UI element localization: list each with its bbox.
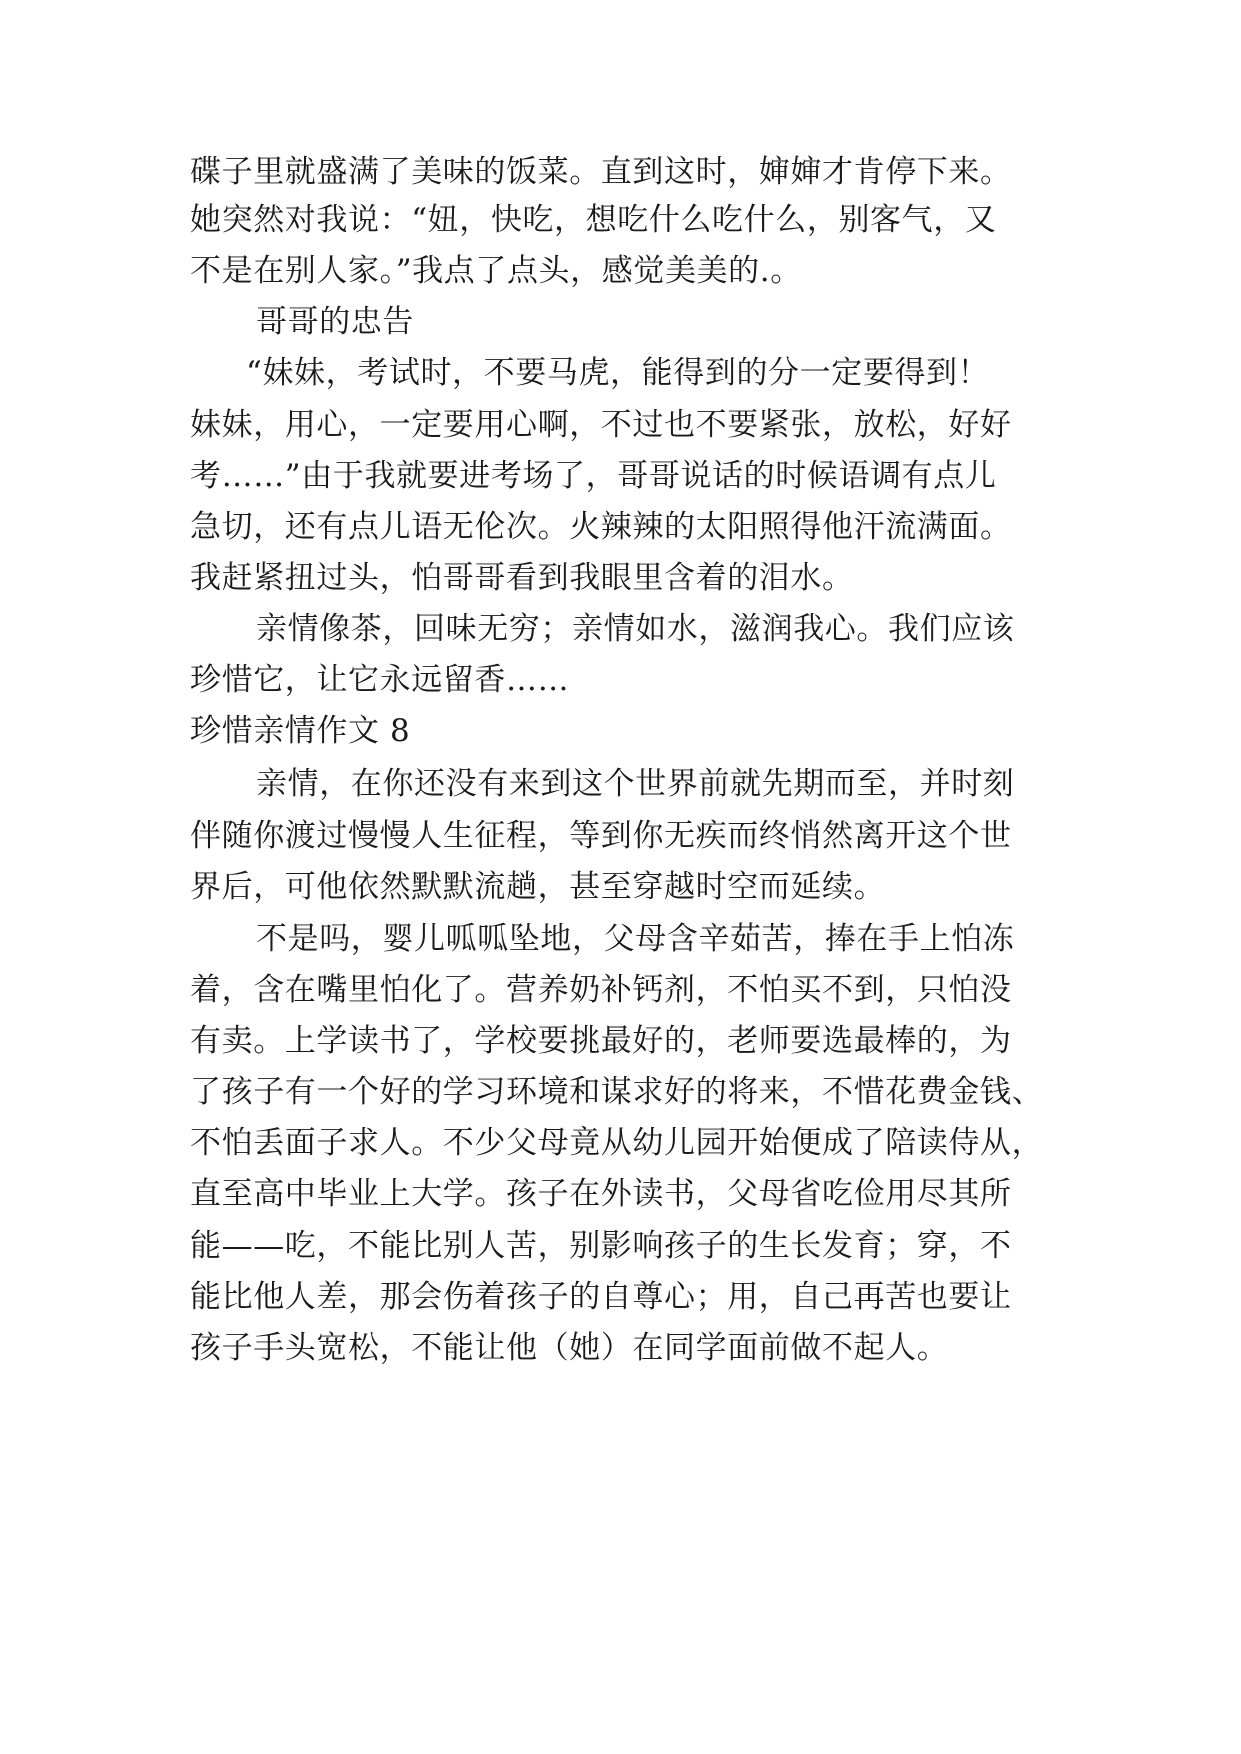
text-line: 能比他人差，那会伤着孩子的自尊心；用，自己再苦也要让 xyxy=(190,1279,1012,1315)
text-line: 珍惜它，让它永远留香…… xyxy=(190,662,570,698)
text-line: 亲情，在你还没有来到这个世界前就先期而至，并时刻 xyxy=(256,766,1015,802)
section-heading: 哥哥的忠告 xyxy=(256,304,414,340)
essay-title: 珍惜亲情作文 8 xyxy=(190,713,411,749)
text-line: 孩子手头宽松，不能让他（她）在同学面前做不起人。 xyxy=(190,1330,949,1366)
text-line: 急切，还有点儿语无伦次。火辣辣的太阳照得他汗流满面。 xyxy=(190,509,1012,545)
text-line: 伴随你渡过慢慢人生征程，等到你无疾而终悄然离开这个世 xyxy=(190,818,1012,854)
text-line: 界后，可他依然默默流趟，甚至穿越时空而延续。 xyxy=(190,869,886,905)
text-line: 亲情像茶，回味无穷；亲情如水，滋润我心。我们应该 xyxy=(256,611,1015,647)
text-line: 能——吃，不能比别人苦，别影响孩子的生长发育；穿，不 xyxy=(190,1228,1012,1264)
text-line: 着，含在嘴里怕化了。营养奶补钙剂，不怕买不到，只怕没 xyxy=(190,972,1012,1008)
text-line: 直至高中毕业上大学。孩子在外读书，父母省吃俭用尽其所 xyxy=(190,1176,1012,1212)
text-line: 她突然对我说：“妞，快吃，想吃什么吃什么，别客气，又 xyxy=(190,202,997,238)
text-line: 不是在别人家。”我点了点头，感觉美美的.。 xyxy=(190,253,802,289)
text-line: 碟子里就盛满了美味的饭菜。直到这时，婶婶才肯停下来。 xyxy=(190,154,1012,190)
text-line: “妹妹，考试时，不要马虎，能得到的分一定要得到！ xyxy=(246,355,990,391)
text-line: 不是吗，婴儿呱呱坠地，父母含辛茹苦，捧在手上怕冻 xyxy=(256,921,1015,957)
text-line: 了孩子有一个好的学习环境和谋求好的将来，不惜花费金钱、 xyxy=(190,1074,1044,1110)
text-line: 妹妹，用心，一定要用心啊，不过也不要紧张，放松，好好 xyxy=(190,407,1012,443)
text-line: 有卖。上学读书了，学校要挑最好的，老师要选最棒的，为 xyxy=(190,1023,1012,1059)
text-line: 我赶紧扭过头，怕哥哥看到我眼里含着的泪水。 xyxy=(190,560,854,596)
text-line: 考……”由于我就要进考场了，哥哥说话的时候语调有点儿 xyxy=(190,458,997,494)
text-line: 不怕丢面子求人。不少父母竟从幼儿园开始便成了陪读侍从， xyxy=(190,1125,1044,1161)
